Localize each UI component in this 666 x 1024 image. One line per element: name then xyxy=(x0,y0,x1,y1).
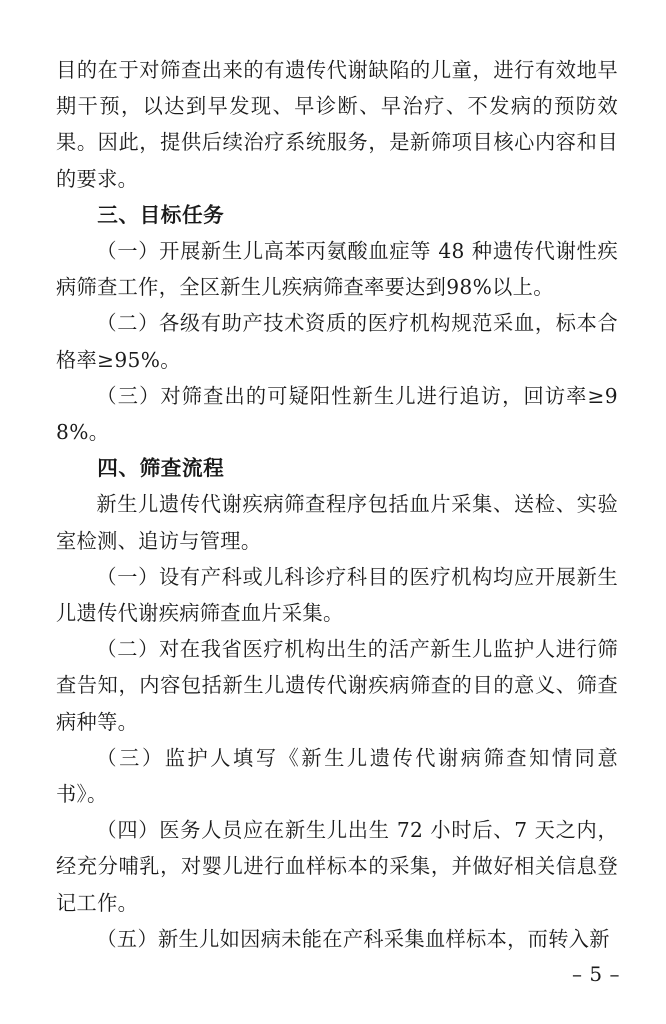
goal-item-2: （二）各级有助产技术资质的医疗机构规范采血，标本合格率≥95%。 xyxy=(56,311,618,372)
section-heading-goals: 三、目标任务 xyxy=(97,202,225,227)
process-item-4: （四）医务人员应在新生儿出生 72 小时后、7 天之内，经充分哺乳，对婴儿进行血样标本的采集，并做好相关信息登记工作。 xyxy=(56,818,618,915)
goal-item-1: （一）开展新生儿高苯丙氨酸血症等 48 种遗传代谢性疾病筛查工作，全区新生儿疾病筛查率要达到98%以上。 xyxy=(56,239,618,300)
process-item-5: （五）新生儿如因病未能在产科采集血样标本，而转入新 xyxy=(96,926,610,951)
process-overview-paragraph: 新生儿遗传代谢疾病筛查程序包括血片采集、送检、实验室检测、追访与管理。 xyxy=(56,492,618,553)
process-item-1: （一）设有产科或儿科诊疗科目的医疗机构均应开展新生儿遗传代谢疾病筛查血片采集。 xyxy=(56,564,618,626)
goal-item-3: （三）对筛查出的可疑阳性新生儿进行追访，回访率≥98%。 xyxy=(56,383,618,445)
section-heading-process: 四、筛查流程 xyxy=(97,456,225,481)
process-item-2: （二）对在我省医疗机构出生的活产新生儿监护人进行筛查告知，内容包括新生儿遗传代谢疾病筛查的目的意义、筛查病种等。 xyxy=(56,637,618,734)
process-item-3: （三）监护人填写《新生儿遗传代谢病筛查知情同意书》。 xyxy=(56,745,618,807)
page-number: – 5 – xyxy=(572,962,620,986)
intro-paragraph: 目的在于对筛查出来的有遗传代谢缺陷的儿童，进行有效地早期干预，以达到早发现、早诊断、早治疗、不发病的预防效果。因此，提供后续治疗系统服务，是新筛项目核心内容和目的要求。 xyxy=(56,58,618,191)
page-content xyxy=(56,52,618,957)
